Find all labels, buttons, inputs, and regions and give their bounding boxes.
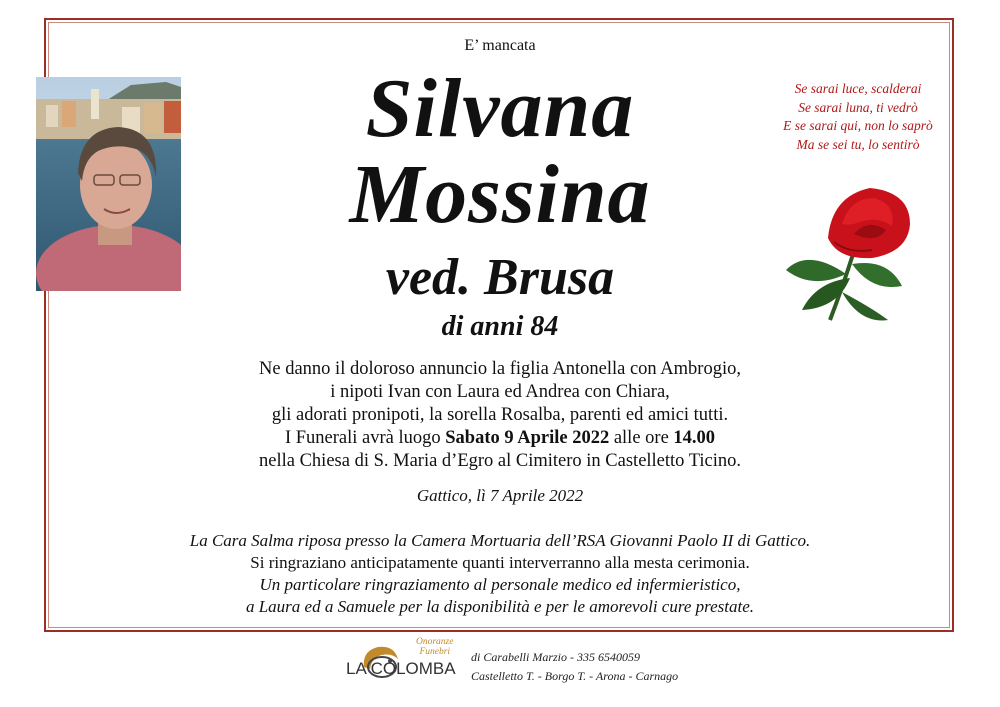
funeral-home-contact	[471, 648, 678, 686]
contact-line: Castelletto T. - Borgo T. - Arona - Carnago	[471, 669, 679, 683]
announcement-line: Ne danno il doloroso annuncio la figlia Antonella con Ambrogio,	[259, 359, 741, 379]
logo-subtitle	[416, 637, 453, 657]
married-name: ved. Brusa	[385, 249, 615, 306]
closing-line: La Cara Salma riposa presso la Camera Mortuaria dell’RSA Giovanni Paolo II di Gattico.	[189, 531, 811, 550]
age-text: di anni 84	[441, 311, 559, 342]
contact-line: di Carabelli Marzio - 335 6540059	[471, 650, 641, 664]
funeral-date: Sabato 9 Aprile 2022	[445, 428, 610, 448]
closing-line: a Laura ed a Samuele per la disponibilità e per le amorevoli cure prestate.	[245, 597, 755, 616]
deceased-first-name: Silvana	[365, 62, 635, 155]
funeral-line	[0, 427, 1000, 450]
announcement-paragraph	[0, 358, 1000, 473]
funeral-text: I Funerali avrà luogo	[284, 428, 446, 448]
intro-text: E’ mancata	[464, 37, 536, 54]
logo-subtitle-line: Onoranze	[416, 637, 454, 647]
place-date: Gattico, lì 7 Aprile 2022	[416, 486, 584, 505]
logo-subtitle-line: Funebri	[419, 647, 451, 657]
closing-paragraph	[0, 530, 1000, 618]
poem-line: Se sarai luna, ti vedrò	[798, 99, 918, 115]
announcement-line: gli adorati pronipoti, la sorella Rosalba, parenti ed amici tutti.	[271, 405, 729, 425]
poem	[758, 80, 958, 154]
poem-line: Se sarai luce, scalderai	[794, 81, 922, 96]
funeral-time: 14.00	[673, 428, 716, 448]
announcement-line: i nipoti Ivan con Laura ed Andrea con Chiara,	[330, 382, 670, 402]
poem-line: E se sarai qui, non lo saprò	[783, 118, 933, 133]
funeral-home-logo	[346, 637, 464, 703]
announcement-line: nella Chiesa di S. Maria d’Egro al Cimitero in Castelletto Ticino.	[259, 451, 741, 471]
funeral-text: alle ore	[609, 428, 674, 448]
closing-line: Si ringraziano anticipatamente quanti interverranno alla mesta cerimonia.	[250, 553, 750, 572]
poem-line: Ma se sei tu, lo sentirò	[796, 136, 920, 152]
logo-wordmark: LA COLOMBA	[346, 659, 456, 678]
deceased-surname: Mossina	[349, 148, 651, 241]
closing-line: Un particolare ringraziamento al personale medico ed infermieristico,	[259, 575, 741, 594]
